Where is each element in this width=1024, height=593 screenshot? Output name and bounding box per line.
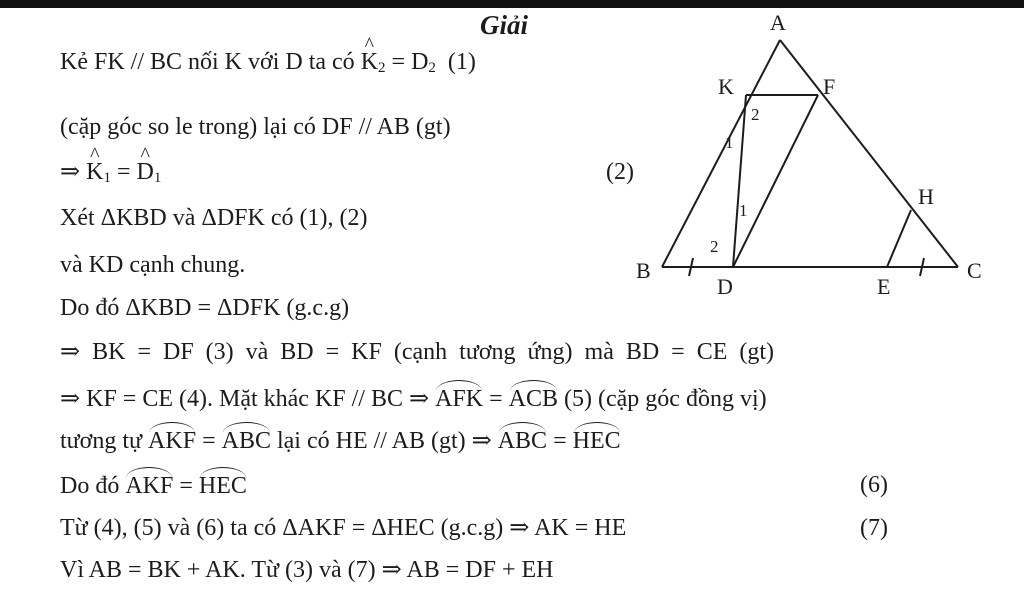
solution-line-10: Do đó AKF = HEC bbox=[60, 467, 247, 501]
solution-line-9: tương tự AKF = ABC lại có HE // AB (gt) ⇒ ABC = HEC bbox=[60, 422, 621, 456]
segment-AC bbox=[780, 40, 958, 267]
solution-line-11: Từ (4), (5) và (6) ta có ΔAKF = ΔHEC (g.c.g) ⇒ AK = HE bbox=[60, 515, 627, 541]
triangle-figure bbox=[620, 10, 1020, 310]
solution-line-4: Xét ΔKBD và ΔDFK có (1), (2) bbox=[60, 205, 368, 231]
solution-line-6: Do đó ΔKBD = ΔDFK (g.c.g) bbox=[60, 295, 350, 321]
label-D: D bbox=[717, 274, 733, 299]
solution-line-2: (cặp góc so le trong) lại có DF // AB (gt) bbox=[60, 114, 451, 140]
solution-line-8: ⇒ KF = CE (4). Mặt khác KF // BC ⇒ AFK = ACB (5) (cặp góc đồng vị) bbox=[60, 380, 767, 414]
label-F: F bbox=[823, 74, 836, 99]
top-bar bbox=[0, 0, 1024, 8]
angle-K1-label: 1 bbox=[725, 133, 734, 152]
angle-D2-label: 2 bbox=[710, 237, 719, 256]
solution-line-12: Vì AB = BK + AK. Từ (3) và (7) ⇒ AB = DF + EH bbox=[60, 557, 554, 583]
solution-line-3: ⇒ ^ $K_1$ = ^ $D_1$ bbox=[60, 157, 161, 193]
equation-number-6: (6) bbox=[860, 472, 888, 498]
angle-K2-label: 2 bbox=[751, 105, 760, 124]
label-K: K bbox=[718, 74, 734, 99]
solution-line-5: và KD cạnh chung. bbox=[60, 252, 246, 278]
equation-number-7: (7) bbox=[860, 515, 888, 541]
segment-EH bbox=[887, 210, 911, 267]
equation-number-2: (2) bbox=[606, 159, 634, 185]
solution-line-7: ⇒ BK = DF (3) và BD = KF (cạnh tương ứng) mà BD = CE (gt) bbox=[60, 339, 775, 365]
angle-D1-label: 1 bbox=[739, 201, 748, 220]
label-A: A bbox=[770, 10, 786, 35]
solution-title: Giải bbox=[480, 10, 529, 40]
segment-KD bbox=[733, 95, 746, 267]
label-H: H bbox=[918, 184, 934, 209]
segment-DF bbox=[733, 95, 818, 267]
label-C: C bbox=[967, 258, 982, 283]
label-E: E bbox=[877, 274, 891, 299]
label-B: B bbox=[636, 258, 651, 283]
solution-line-1: Kẻ FK // BC nối K với D ta có ^ $K_2 = D_2$ (1) bbox=[60, 47, 476, 83]
